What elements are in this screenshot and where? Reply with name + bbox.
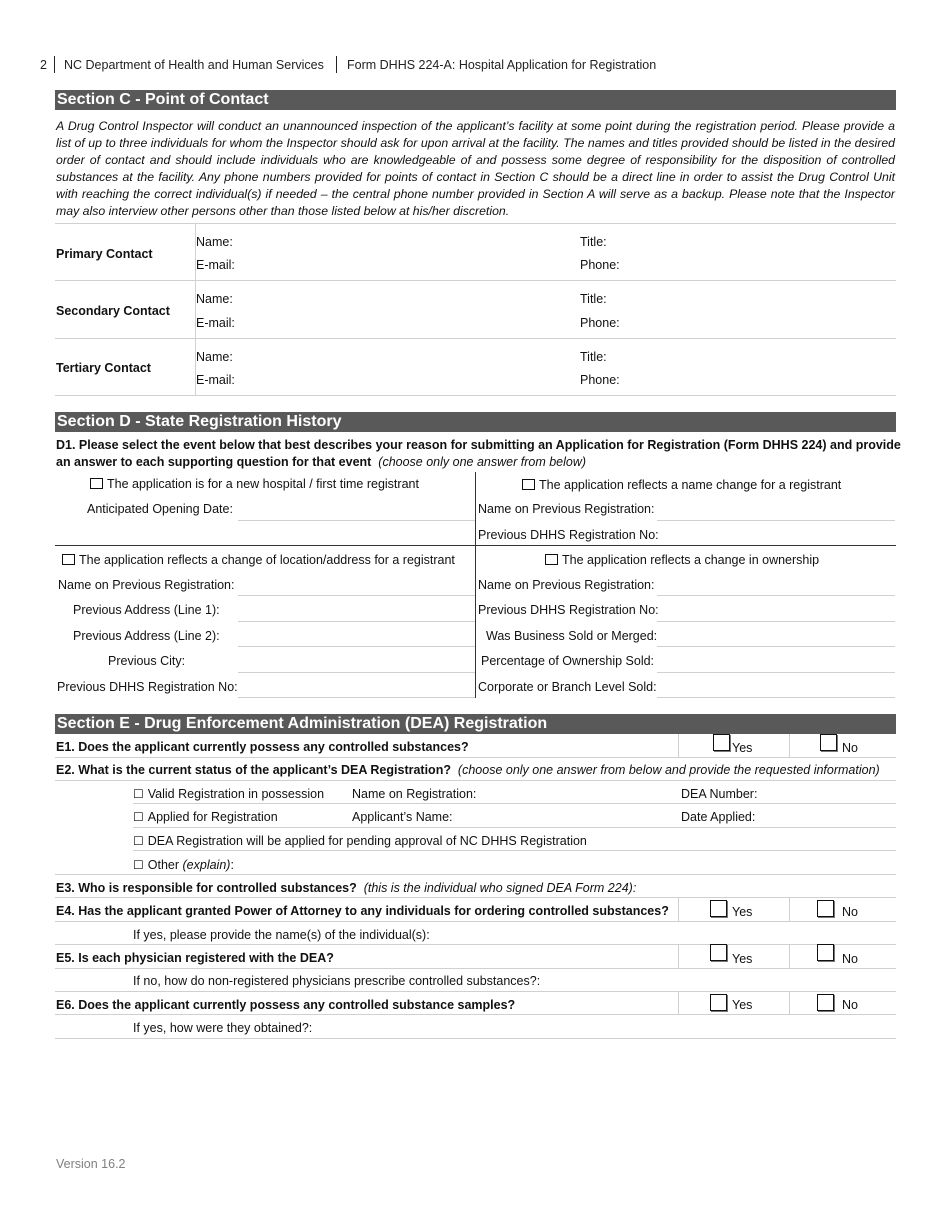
e2-valid-name-field[interactable]: Name on Registration:: [352, 787, 477, 801]
e6-no-checkbox[interactable]: [817, 994, 834, 1011]
e6-no-label: No: [842, 998, 858, 1012]
location-prev-name-label: Name on Previous Registration:: [58, 578, 235, 592]
e5-no-label: No: [842, 952, 858, 966]
form-title: Form DHHS 224-A: Hospital Application for Registration: [347, 58, 657, 72]
d1-question: D1. Please select the event below that best describes your reason for submitting an Application for Registration (Form DHHS 224) and provide: [56, 438, 901, 452]
checkbox-icon[interactable]: ☐: [133, 810, 144, 824]
e4-question: E4. Has the applicant granted Power of Attorney to any individuals for ordering controlled substances?: [56, 904, 669, 918]
secondary-contact-label: Secondary Contact: [56, 304, 170, 318]
e6-yes-checkbox[interactable]: [710, 994, 727, 1011]
primary-contact-label: Primary Contact: [56, 247, 153, 261]
location-prev-city-label: Previous City:: [108, 654, 186, 668]
checkbox-icon[interactable]: [62, 554, 75, 565]
version-label: Version 16.2: [56, 1157, 126, 1171]
department-name: NC Department of Health and Human Services: [64, 58, 324, 72]
e1-no-label: No: [842, 741, 858, 755]
ownership-level-label: Corporate or Branch Level Sold:: [478, 680, 657, 694]
ownership-sold-merged-label: Was Business Sold or Merged:: [486, 629, 658, 643]
d1-question-line2: an answer to each supporting question for that event (choose only one answer from below): [56, 455, 587, 469]
primary-email-field[interactable]: E-mail:: [196, 258, 235, 272]
name-change-prev-reg-label: Previous DHHS Registration No:: [478, 528, 659, 542]
e2-dea-number-field[interactable]: DEA Number:: [681, 787, 758, 801]
e2-applied-option[interactable]: ☐ Applied for Registration: [133, 810, 278, 824]
secondary-name-field[interactable]: Name:: [196, 292, 233, 306]
section-d-title: Section D - State Registration History: [55, 412, 896, 432]
e4-no-label: No: [842, 905, 858, 919]
tertiary-contact-label: Tertiary Contact: [56, 361, 151, 375]
e5-yes-label: Yes: [732, 952, 753, 966]
tertiary-email-field[interactable]: E-mail:: [196, 373, 235, 387]
page-number: 2: [40, 58, 47, 72]
e6-follow-up-field[interactable]: If yes, how were they obtained?:: [133, 1021, 313, 1035]
checkbox-icon[interactable]: [90, 478, 103, 489]
ownership-prev-name-label: Name on Previous Registration:: [478, 578, 655, 592]
e5-yes-checkbox[interactable]: [710, 944, 727, 961]
e3-question: E3. Who is responsible for controlled substances? (this is the individual who signed DEA Form 224):: [56, 881, 637, 895]
secondary-title-field[interactable]: Title:: [580, 292, 607, 306]
e2-pending-option[interactable]: ☐ DEA Registration will be applied for pending approval of NC DHHS Registration: [133, 834, 587, 848]
section-e-title: Section E - Drug Enforcement Administration (DEA) Registration: [55, 714, 896, 734]
anticipated-opening-date-label: Anticipated Opening Date:: [87, 502, 233, 516]
e6-question: E6. Does the applicant currently possess any controlled substance samples?: [56, 998, 516, 1012]
e2-valid-option[interactable]: ☐ Valid Registration in possession: [133, 787, 325, 801]
e4-yes-checkbox[interactable]: [710, 900, 727, 917]
e2-question: E2. What is the current status of the applicant’s DEA Registration? (choose only one answer from below and provide the requested information): [56, 763, 880, 777]
ownership-change-option[interactable]: The application reflects a change in ownership: [545, 552, 819, 568]
primary-phone-field[interactable]: Phone:: [580, 258, 620, 272]
checkbox-icon[interactable]: ☐: [133, 834, 144, 848]
e2-other-option[interactable]: ☐ Other (explain):: [133, 858, 234, 872]
e1-question: E1. Does the applicant currently possess any controlled substances?: [56, 740, 469, 754]
checkbox-icon[interactable]: ☐: [133, 858, 144, 872]
tertiary-phone-field[interactable]: Phone:: [580, 373, 620, 387]
primary-name-field[interactable]: Name:: [196, 235, 233, 249]
secondary-phone-field[interactable]: Phone:: [580, 316, 620, 330]
e2-date-applied-field[interactable]: Date Applied:: [681, 810, 756, 824]
e4-no-checkbox[interactable]: [817, 900, 834, 917]
secondary-email-field[interactable]: E-mail:: [196, 316, 235, 330]
e1-no-checkbox[interactable]: [820, 734, 837, 751]
e5-follow-up-field[interactable]: If no, how do non-registered physicians prescribe controlled substances?:: [133, 974, 541, 988]
location-prev-address2-label: Previous Address (Line 2):: [73, 629, 220, 643]
section-c-title: Section C - Point of Contact: [55, 90, 896, 110]
location-change-option[interactable]: The application reflects a change of location/address for a registrant: [62, 552, 455, 568]
new-hospital-option[interactable]: The application is for a new hospital / first time registrant: [90, 476, 419, 492]
e6-yes-label: Yes: [732, 998, 753, 1012]
ownership-prev-reg-label: Previous DHHS Registration No:: [478, 603, 659, 617]
checkbox-icon[interactable]: [545, 554, 558, 565]
primary-title-field[interactable]: Title:: [580, 235, 607, 249]
e1-yes-checkbox[interactable]: [713, 734, 730, 751]
checkbox-icon[interactable]: [522, 479, 535, 490]
tertiary-name-field[interactable]: Name:: [196, 350, 233, 364]
section-c-intro: A Drug Control Inspector will conduct an unannounced inspection of the applicant’s facility at some point during the registration period. Please provide a list of up to three individuals for whom the Inspector should ask for upon arrival at the facility. The names and titles provided should be listed in the desired order of contact and should include individuals who are knowledgeable of and possess some degree of responsibility for the disposition of controlled substances at the facility. Any phone numbers provided for points of contact in Section C should be a direct line in order to assist the Drug Control Unit with reaching the correct individual(s) if needed – the central phone number provided in Section A will serve as a backup. Please note that the Inspector may also interview other persons other than those listed below at his/her discretion.: [56, 119, 895, 218]
e1-yes-label: Yes: [732, 741, 753, 755]
header-divider: [336, 56, 337, 73]
e4-follow-up-field[interactable]: If yes, please provide the name(s) of the individual(s):: [133, 928, 430, 942]
name-change-option[interactable]: The application reflects a name change for a registrant: [522, 477, 841, 493]
checkbox-icon[interactable]: ☐: [133, 787, 144, 801]
e5-no-checkbox[interactable]: [817, 944, 834, 961]
name-change-prev-name-label: Name on Previous Registration:: [478, 502, 655, 516]
tertiary-title-field[interactable]: Title:: [580, 350, 607, 364]
ownership-percentage-label: Percentage of Ownership Sold:: [481, 654, 655, 668]
e5-question: E5. Is each physician registered with the DEA?: [56, 951, 334, 965]
e2-applicant-name-field[interactable]: Applicant’s Name:: [352, 810, 453, 824]
e4-yes-label: Yes: [732, 905, 753, 919]
location-prev-reg-label: Previous DHHS Registration No:: [57, 680, 238, 694]
location-prev-address1-label: Previous Address (Line 1):: [73, 603, 220, 617]
header-divider: [54, 56, 55, 73]
